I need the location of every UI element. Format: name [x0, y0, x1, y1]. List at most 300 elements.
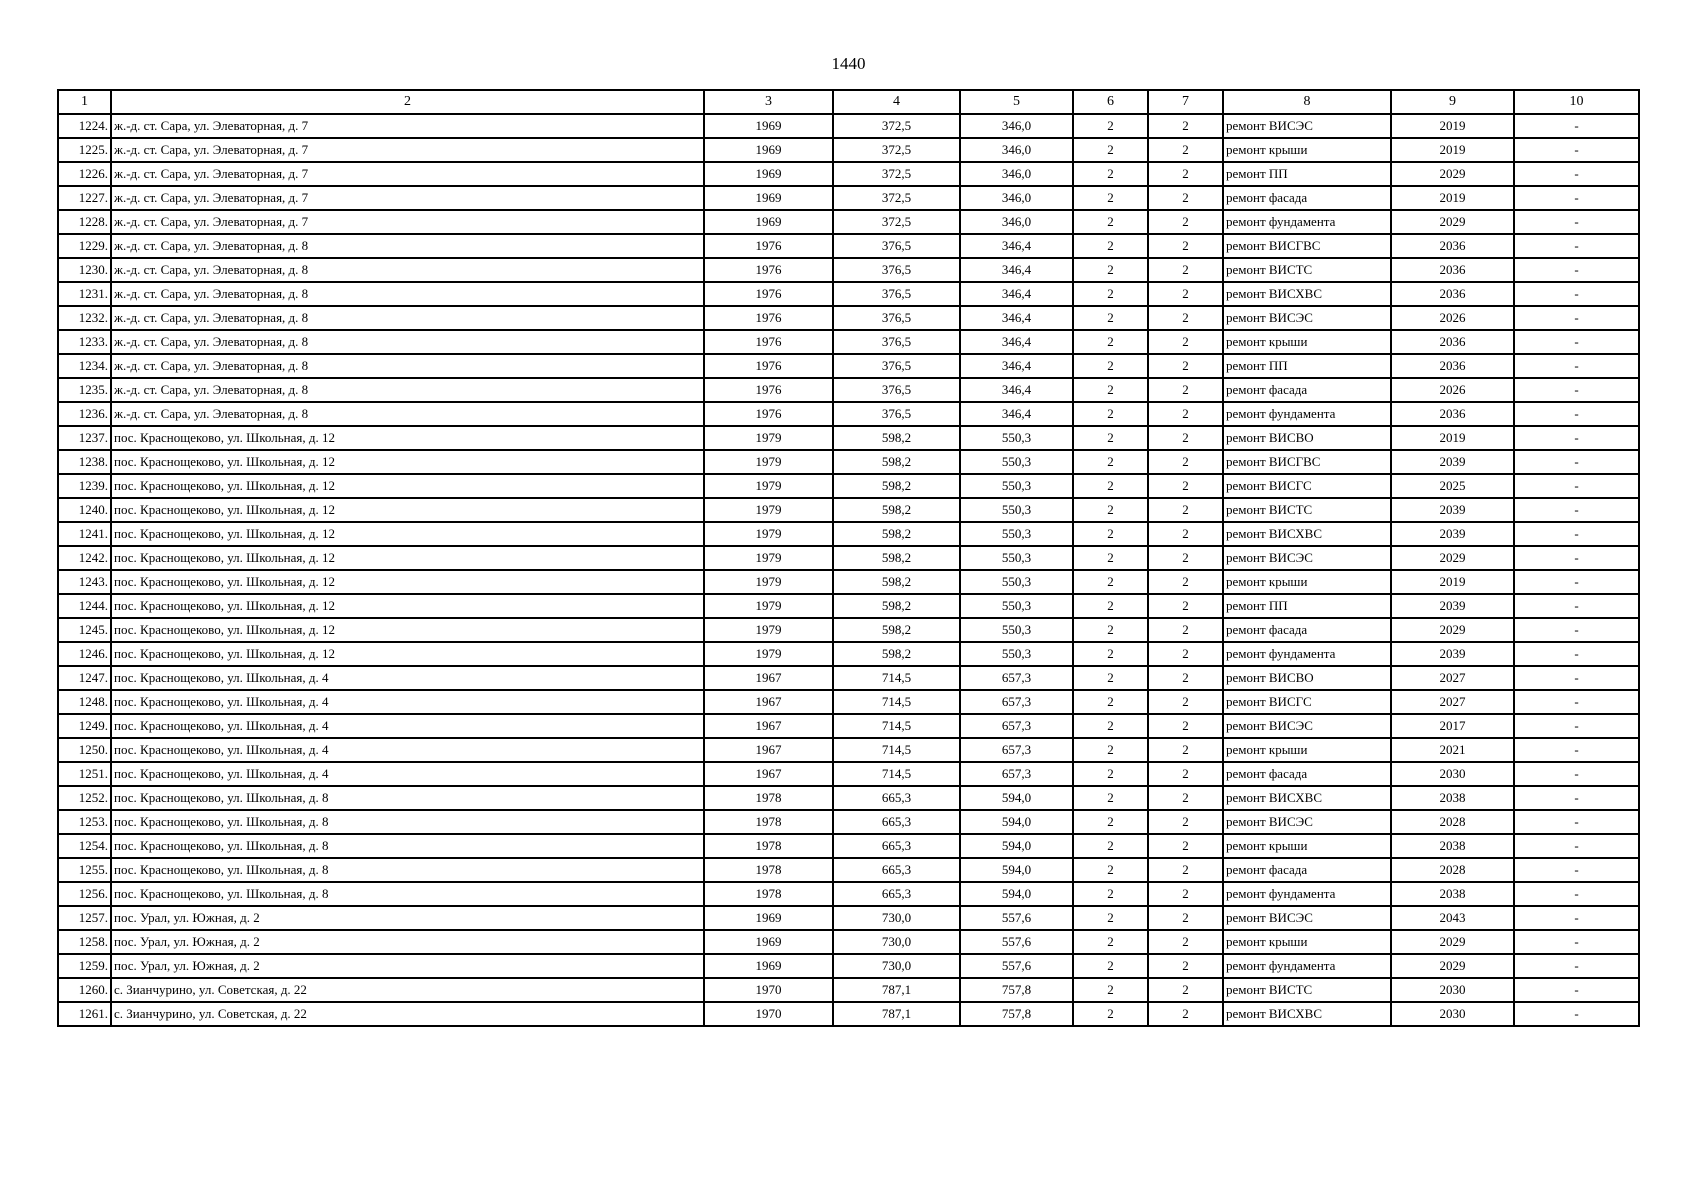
- living-area-cell: 550,3: [960, 498, 1073, 522]
- note-cell: -: [1514, 234, 1639, 258]
- address-cell: ж.-д. ст. Сара, ул. Элеваторная, д. 8: [111, 378, 704, 402]
- note-cell: -: [1514, 306, 1639, 330]
- row-number-cell: 1256.: [58, 882, 111, 906]
- address-cell: пос. Краснощеково, ул. Школьная, д. 8: [111, 882, 704, 906]
- note-cell: -: [1514, 954, 1639, 978]
- floors-cell: 2: [1073, 666, 1148, 690]
- build-year-cell: 1969: [704, 162, 833, 186]
- table-row: [58, 186, 1639, 210]
- entrances-cell: 2: [1148, 882, 1223, 906]
- living-area-cell: 550,3: [960, 474, 1073, 498]
- planned-year-cell: 2039: [1391, 450, 1514, 474]
- work-type-cell: ремонт фасада: [1223, 618, 1391, 642]
- table-row: [58, 210, 1639, 234]
- build-year-cell: 1976: [704, 330, 833, 354]
- work-type-cell: ремонт фундамента: [1223, 402, 1391, 426]
- work-type-cell: ремонт ПП: [1223, 354, 1391, 378]
- planned-year-cell: 2019: [1391, 570, 1514, 594]
- build-year-cell: 1976: [704, 354, 833, 378]
- planned-year-cell: 2019: [1391, 114, 1514, 138]
- build-year-cell: 1978: [704, 858, 833, 882]
- note-cell: -: [1514, 906, 1639, 930]
- entrances-cell: 2: [1148, 450, 1223, 474]
- row-number-cell: 1255.: [58, 858, 111, 882]
- planned-year-cell: 2039: [1391, 594, 1514, 618]
- planned-year-cell: 2039: [1391, 642, 1514, 666]
- header-row: [58, 90, 1639, 114]
- work-type-cell: ремонт ВИСЭС: [1223, 306, 1391, 330]
- address-cell: пос. Краснощеково, ул. Школьная, д. 8: [111, 786, 704, 810]
- entrances-cell: 2: [1148, 546, 1223, 570]
- build-year-cell: 1969: [704, 906, 833, 930]
- row-number-cell: 1228.: [58, 210, 111, 234]
- planned-year-cell: 2029: [1391, 210, 1514, 234]
- total-area-cell: 598,2: [833, 570, 960, 594]
- work-type-cell: ремонт ВИСТС: [1223, 978, 1391, 1002]
- entrances-cell: 2: [1148, 690, 1223, 714]
- entrances-cell: 2: [1148, 114, 1223, 138]
- total-area-cell: 598,2: [833, 618, 960, 642]
- row-number-cell: 1231.: [58, 282, 111, 306]
- note-cell: -: [1514, 786, 1639, 810]
- floors-cell: 2: [1073, 546, 1148, 570]
- build-year-cell: 1979: [704, 522, 833, 546]
- floors-cell: 2: [1073, 258, 1148, 282]
- note-cell: -: [1514, 714, 1639, 738]
- address-cell: ж.-д. ст. Сара, ул. Элеваторная, д. 8: [111, 234, 704, 258]
- total-area-cell: 665,3: [833, 834, 960, 858]
- work-type-cell: ремонт ВИСЭС: [1223, 810, 1391, 834]
- note-cell: -: [1514, 282, 1639, 306]
- row-number-cell: 1235.: [58, 378, 111, 402]
- table-row: [58, 354, 1639, 378]
- row-number-cell: 1243.: [58, 570, 111, 594]
- work-type-cell: ремонт крыши: [1223, 570, 1391, 594]
- living-area-cell: 346,0: [960, 138, 1073, 162]
- work-type-cell: ремонт ВИСТС: [1223, 498, 1391, 522]
- note-cell: -: [1514, 474, 1639, 498]
- address-cell: пос. Краснощеково, ул. Школьная, д. 4: [111, 690, 704, 714]
- table-row: [58, 930, 1639, 954]
- build-year-cell: 1969: [704, 186, 833, 210]
- address-cell: ж.-д. ст. Сара, ул. Элеваторная, д. 7: [111, 114, 704, 138]
- living-area-cell: 757,8: [960, 1002, 1073, 1026]
- floors-cell: 2: [1073, 330, 1148, 354]
- work-type-cell: ремонт фасада: [1223, 378, 1391, 402]
- living-area-cell: 550,3: [960, 522, 1073, 546]
- entrances-cell: 2: [1148, 1002, 1223, 1026]
- table-row: [58, 762, 1639, 786]
- floors-cell: 2: [1073, 906, 1148, 930]
- build-year-cell: 1967: [704, 714, 833, 738]
- work-type-cell: ремонт ВИСВО: [1223, 666, 1391, 690]
- entrances-cell: 2: [1148, 210, 1223, 234]
- note-cell: -: [1514, 834, 1639, 858]
- note-cell: -: [1514, 378, 1639, 402]
- build-year-cell: 1969: [704, 210, 833, 234]
- build-year-cell: 1976: [704, 234, 833, 258]
- table-row: [58, 234, 1639, 258]
- row-number-cell: 1259.: [58, 954, 111, 978]
- address-cell: пос. Краснощеково, ул. Школьная, д. 12: [111, 450, 704, 474]
- table-row: [58, 378, 1639, 402]
- planned-year-cell: 2026: [1391, 378, 1514, 402]
- total-area-cell: 714,5: [833, 738, 960, 762]
- planned-year-cell: 2026: [1391, 306, 1514, 330]
- note-cell: -: [1514, 162, 1639, 186]
- floors-cell: 2: [1073, 714, 1148, 738]
- total-area-cell: 372,5: [833, 162, 960, 186]
- entrances-cell: 2: [1148, 498, 1223, 522]
- floors-cell: 2: [1073, 234, 1148, 258]
- planned-year-cell: 2029: [1391, 930, 1514, 954]
- build-year-cell: 1979: [704, 426, 833, 450]
- address-cell: ж.-д. ст. Сара, ул. Элеваторная, д. 8: [111, 306, 704, 330]
- entrances-cell: 2: [1148, 522, 1223, 546]
- floors-cell: 2: [1073, 1002, 1148, 1026]
- work-type-cell: ремонт крыши: [1223, 930, 1391, 954]
- total-area-cell: 787,1: [833, 1002, 960, 1026]
- planned-year-cell: 2017: [1391, 714, 1514, 738]
- column-header-4: 4: [833, 90, 960, 114]
- row-number-cell: 1245.: [58, 618, 111, 642]
- total-area-cell: 665,3: [833, 810, 960, 834]
- entrances-cell: 2: [1148, 978, 1223, 1002]
- living-area-cell: 346,4: [960, 378, 1073, 402]
- work-type-cell: ремонт ПП: [1223, 594, 1391, 618]
- floors-cell: 2: [1073, 474, 1148, 498]
- floors-cell: 2: [1073, 882, 1148, 906]
- address-cell: пос. Урал, ул. Южная, д. 2: [111, 954, 704, 978]
- column-header-9: 9: [1391, 90, 1514, 114]
- total-area-cell: 665,3: [833, 882, 960, 906]
- row-number-cell: 1260.: [58, 978, 111, 1002]
- planned-year-cell: 2038: [1391, 834, 1514, 858]
- total-area-cell: 376,5: [833, 402, 960, 426]
- build-year-cell: 1967: [704, 738, 833, 762]
- total-area-cell: 787,1: [833, 978, 960, 1002]
- row-number-cell: 1247.: [58, 666, 111, 690]
- row-number-cell: 1248.: [58, 690, 111, 714]
- table-row: [58, 810, 1639, 834]
- living-area-cell: 550,3: [960, 546, 1073, 570]
- build-year-cell: 1970: [704, 978, 833, 1002]
- entrances-cell: 2: [1148, 738, 1223, 762]
- entrances-cell: 2: [1148, 282, 1223, 306]
- living-area-cell: 346,0: [960, 210, 1073, 234]
- row-number-cell: 1226.: [58, 162, 111, 186]
- build-year-cell: 1970: [704, 1002, 833, 1026]
- note-cell: -: [1514, 690, 1639, 714]
- address-cell: ж.-д. ст. Сара, ул. Элеваторная, д. 7: [111, 186, 704, 210]
- table-row: [58, 978, 1639, 1002]
- table-row: [58, 714, 1639, 738]
- entrances-cell: 2: [1148, 306, 1223, 330]
- floors-cell: 2: [1073, 618, 1148, 642]
- planned-year-cell: 2036: [1391, 282, 1514, 306]
- table-row: [58, 474, 1639, 498]
- total-area-cell: 714,5: [833, 690, 960, 714]
- planned-year-cell: 2028: [1391, 810, 1514, 834]
- build-year-cell: 1979: [704, 570, 833, 594]
- table-row: [58, 306, 1639, 330]
- address-cell: пос. Краснощеково, ул. Школьная, д. 12: [111, 642, 704, 666]
- row-number-cell: 1241.: [58, 522, 111, 546]
- note-cell: -: [1514, 258, 1639, 282]
- address-cell: ж.-д. ст. Сара, ул. Элеваторная, д. 8: [111, 330, 704, 354]
- repair-schedule-table: [57, 89, 1640, 1027]
- address-cell: пос. Краснощеково, ул. Школьная, д. 12: [111, 498, 704, 522]
- planned-year-cell: 2036: [1391, 402, 1514, 426]
- table-row: [58, 330, 1639, 354]
- floors-cell: 2: [1073, 738, 1148, 762]
- floors-cell: 2: [1073, 930, 1148, 954]
- work-type-cell: ремонт ВИСЭС: [1223, 906, 1391, 930]
- table-row: [58, 954, 1639, 978]
- address-cell: пос. Краснощеково, ул. Школьная, д. 12: [111, 546, 704, 570]
- row-number-cell: 1233.: [58, 330, 111, 354]
- living-area-cell: 346,4: [960, 330, 1073, 354]
- living-area-cell: 346,4: [960, 234, 1073, 258]
- build-year-cell: 1967: [704, 690, 833, 714]
- build-year-cell: 1969: [704, 930, 833, 954]
- total-area-cell: 376,5: [833, 354, 960, 378]
- column-header-1: 1: [58, 90, 111, 114]
- work-type-cell: ремонт ВИСЭС: [1223, 114, 1391, 138]
- build-year-cell: 1976: [704, 258, 833, 282]
- table-row: [58, 786, 1639, 810]
- note-cell: -: [1514, 546, 1639, 570]
- work-type-cell: ремонт ПП: [1223, 162, 1391, 186]
- row-number-cell: 1261.: [58, 1002, 111, 1026]
- work-type-cell: ремонт ВИСХВС: [1223, 1002, 1391, 1026]
- planned-year-cell: 2029: [1391, 162, 1514, 186]
- row-number-cell: 1252.: [58, 786, 111, 810]
- table-row: [58, 138, 1639, 162]
- entrances-cell: 2: [1148, 378, 1223, 402]
- total-area-cell: 714,5: [833, 714, 960, 738]
- planned-year-cell: 2039: [1391, 522, 1514, 546]
- build-year-cell: 1979: [704, 546, 833, 570]
- total-area-cell: 730,0: [833, 930, 960, 954]
- planned-year-cell: 2038: [1391, 882, 1514, 906]
- work-type-cell: ремонт фундамента: [1223, 642, 1391, 666]
- entrances-cell: 2: [1148, 234, 1223, 258]
- row-number-cell: 1234.: [58, 354, 111, 378]
- planned-year-cell: 2029: [1391, 546, 1514, 570]
- total-area-cell: 730,0: [833, 954, 960, 978]
- work-type-cell: ремонт фасада: [1223, 762, 1391, 786]
- living-area-cell: 550,3: [960, 642, 1073, 666]
- work-type-cell: ремонт крыши: [1223, 834, 1391, 858]
- address-cell: пос. Краснощеково, ул. Школьная, д. 12: [111, 474, 704, 498]
- row-number-cell: 1236.: [58, 402, 111, 426]
- build-year-cell: 1979: [704, 594, 833, 618]
- address-cell: пос. Краснощеково, ул. Школьная, д. 4: [111, 714, 704, 738]
- living-area-cell: 557,6: [960, 906, 1073, 930]
- living-area-cell: 594,0: [960, 834, 1073, 858]
- address-cell: пос. Краснощеково, ул. Школьная, д. 4: [111, 738, 704, 762]
- table-row: [58, 282, 1639, 306]
- living-area-cell: 657,3: [960, 762, 1073, 786]
- entrances-cell: 2: [1148, 810, 1223, 834]
- build-year-cell: 1979: [704, 474, 833, 498]
- living-area-cell: 594,0: [960, 810, 1073, 834]
- floors-cell: 2: [1073, 522, 1148, 546]
- floors-cell: 2: [1073, 786, 1148, 810]
- note-cell: -: [1514, 642, 1639, 666]
- living-area-cell: 550,3: [960, 426, 1073, 450]
- planned-year-cell: 2029: [1391, 954, 1514, 978]
- total-area-cell: 372,5: [833, 138, 960, 162]
- living-area-cell: 657,3: [960, 690, 1073, 714]
- row-number-cell: 1232.: [58, 306, 111, 330]
- work-type-cell: ремонт фасада: [1223, 186, 1391, 210]
- table-row: [58, 450, 1639, 474]
- planned-year-cell: 2043: [1391, 906, 1514, 930]
- planned-year-cell: 2027: [1391, 666, 1514, 690]
- build-year-cell: 1978: [704, 834, 833, 858]
- total-area-cell: 372,5: [833, 210, 960, 234]
- build-year-cell: 1967: [704, 666, 833, 690]
- total-area-cell: 372,5: [833, 114, 960, 138]
- planned-year-cell: 2021: [1391, 738, 1514, 762]
- total-area-cell: 714,5: [833, 762, 960, 786]
- note-cell: -: [1514, 498, 1639, 522]
- floors-cell: 2: [1073, 186, 1148, 210]
- note-cell: -: [1514, 138, 1639, 162]
- living-area-cell: 346,0: [960, 162, 1073, 186]
- address-cell: пос. Краснощеково, ул. Школьная, д. 4: [111, 666, 704, 690]
- entrances-cell: 2: [1148, 426, 1223, 450]
- total-area-cell: 598,2: [833, 546, 960, 570]
- living-area-cell: 346,4: [960, 402, 1073, 426]
- living-area-cell: 346,4: [960, 354, 1073, 378]
- row-number-cell: 1258.: [58, 930, 111, 954]
- total-area-cell: 598,2: [833, 450, 960, 474]
- build-year-cell: 1969: [704, 114, 833, 138]
- build-year-cell: 1978: [704, 786, 833, 810]
- work-type-cell: ремонт ВИСХВС: [1223, 282, 1391, 306]
- work-type-cell: ремонт фасада: [1223, 858, 1391, 882]
- address-cell: ж.-д. ст. Сара, ул. Элеваторная, д. 8: [111, 258, 704, 282]
- entrances-cell: 2: [1148, 594, 1223, 618]
- living-area-cell: 594,0: [960, 858, 1073, 882]
- entrances-cell: 2: [1148, 162, 1223, 186]
- planned-year-cell: 2019: [1391, 426, 1514, 450]
- address-cell: пос. Урал, ул. Южная, д. 2: [111, 930, 704, 954]
- row-number-cell: 1242.: [58, 546, 111, 570]
- address-cell: с. Зианчурино, ул. Советская, д. 22: [111, 978, 704, 1002]
- build-year-cell: 1976: [704, 282, 833, 306]
- work-type-cell: ремонт крыши: [1223, 738, 1391, 762]
- living-area-cell: 346,4: [960, 282, 1073, 306]
- address-cell: пос. Краснощеково, ул. Школьная, д. 8: [111, 834, 704, 858]
- planned-year-cell: 2036: [1391, 354, 1514, 378]
- table-row: [58, 114, 1639, 138]
- living-area-cell: 550,3: [960, 570, 1073, 594]
- note-cell: -: [1514, 450, 1639, 474]
- floors-cell: 2: [1073, 354, 1148, 378]
- living-area-cell: 346,0: [960, 114, 1073, 138]
- floors-cell: 2: [1073, 762, 1148, 786]
- row-number-cell: 1246.: [58, 642, 111, 666]
- row-number-cell: 1227.: [58, 186, 111, 210]
- floors-cell: 2: [1073, 810, 1148, 834]
- table-row: [58, 1002, 1639, 1026]
- living-area-cell: 557,6: [960, 930, 1073, 954]
- entrances-cell: 2: [1148, 402, 1223, 426]
- total-area-cell: 598,2: [833, 474, 960, 498]
- work-type-cell: ремонт ВИСЭС: [1223, 714, 1391, 738]
- living-area-cell: 657,3: [960, 714, 1073, 738]
- table-body: [58, 114, 1639, 1026]
- total-area-cell: 598,2: [833, 498, 960, 522]
- planned-year-cell: 2029: [1391, 618, 1514, 642]
- entrances-cell: 2: [1148, 570, 1223, 594]
- address-cell: ж.-д. ст. Сара, ул. Элеваторная, д. 8: [111, 282, 704, 306]
- total-area-cell: 376,5: [833, 282, 960, 306]
- note-cell: -: [1514, 810, 1639, 834]
- row-number-cell: 1251.: [58, 762, 111, 786]
- floors-cell: 2: [1073, 138, 1148, 162]
- note-cell: -: [1514, 570, 1639, 594]
- floors-cell: 2: [1073, 450, 1148, 474]
- planned-year-cell: 2030: [1391, 762, 1514, 786]
- planned-year-cell: 2038: [1391, 786, 1514, 810]
- work-type-cell: ремонт ВИСГВС: [1223, 234, 1391, 258]
- address-cell: с. Зианчурино, ул. Советская, д. 22: [111, 1002, 704, 1026]
- living-area-cell: 657,3: [960, 738, 1073, 762]
- planned-year-cell: 2036: [1391, 258, 1514, 282]
- total-area-cell: 376,5: [833, 258, 960, 282]
- total-area-cell: 376,5: [833, 306, 960, 330]
- note-cell: -: [1514, 666, 1639, 690]
- planned-year-cell: 2027: [1391, 690, 1514, 714]
- total-area-cell: 665,3: [833, 786, 960, 810]
- row-number-cell: 1249.: [58, 714, 111, 738]
- row-number-cell: 1253.: [58, 810, 111, 834]
- table-row: [58, 882, 1639, 906]
- entrances-cell: 2: [1148, 186, 1223, 210]
- table-row: [58, 546, 1639, 570]
- entrances-cell: 2: [1148, 618, 1223, 642]
- table-row: [58, 594, 1639, 618]
- planned-year-cell: 2019: [1391, 186, 1514, 210]
- table-row: [58, 426, 1639, 450]
- work-type-cell: ремонт крыши: [1223, 138, 1391, 162]
- floors-cell: 2: [1073, 426, 1148, 450]
- address-cell: пос. Краснощеково, ул. Школьная, д. 12: [111, 522, 704, 546]
- entrances-cell: 2: [1148, 666, 1223, 690]
- address-cell: пос. Краснощеково, ул. Школьная, д. 12: [111, 594, 704, 618]
- build-year-cell: 1969: [704, 138, 833, 162]
- build-year-cell: 1976: [704, 306, 833, 330]
- planned-year-cell: 2036: [1391, 234, 1514, 258]
- build-year-cell: 1976: [704, 402, 833, 426]
- floors-cell: 2: [1073, 210, 1148, 234]
- table-row: [58, 858, 1639, 882]
- living-area-cell: 594,0: [960, 786, 1073, 810]
- table-row: [58, 642, 1639, 666]
- column-header-10: 10: [1514, 90, 1639, 114]
- build-year-cell: 1979: [704, 618, 833, 642]
- living-area-cell: 550,3: [960, 594, 1073, 618]
- floors-cell: 2: [1073, 858, 1148, 882]
- table-row: [58, 906, 1639, 930]
- build-year-cell: 1979: [704, 642, 833, 666]
- planned-year-cell: 2030: [1391, 1002, 1514, 1026]
